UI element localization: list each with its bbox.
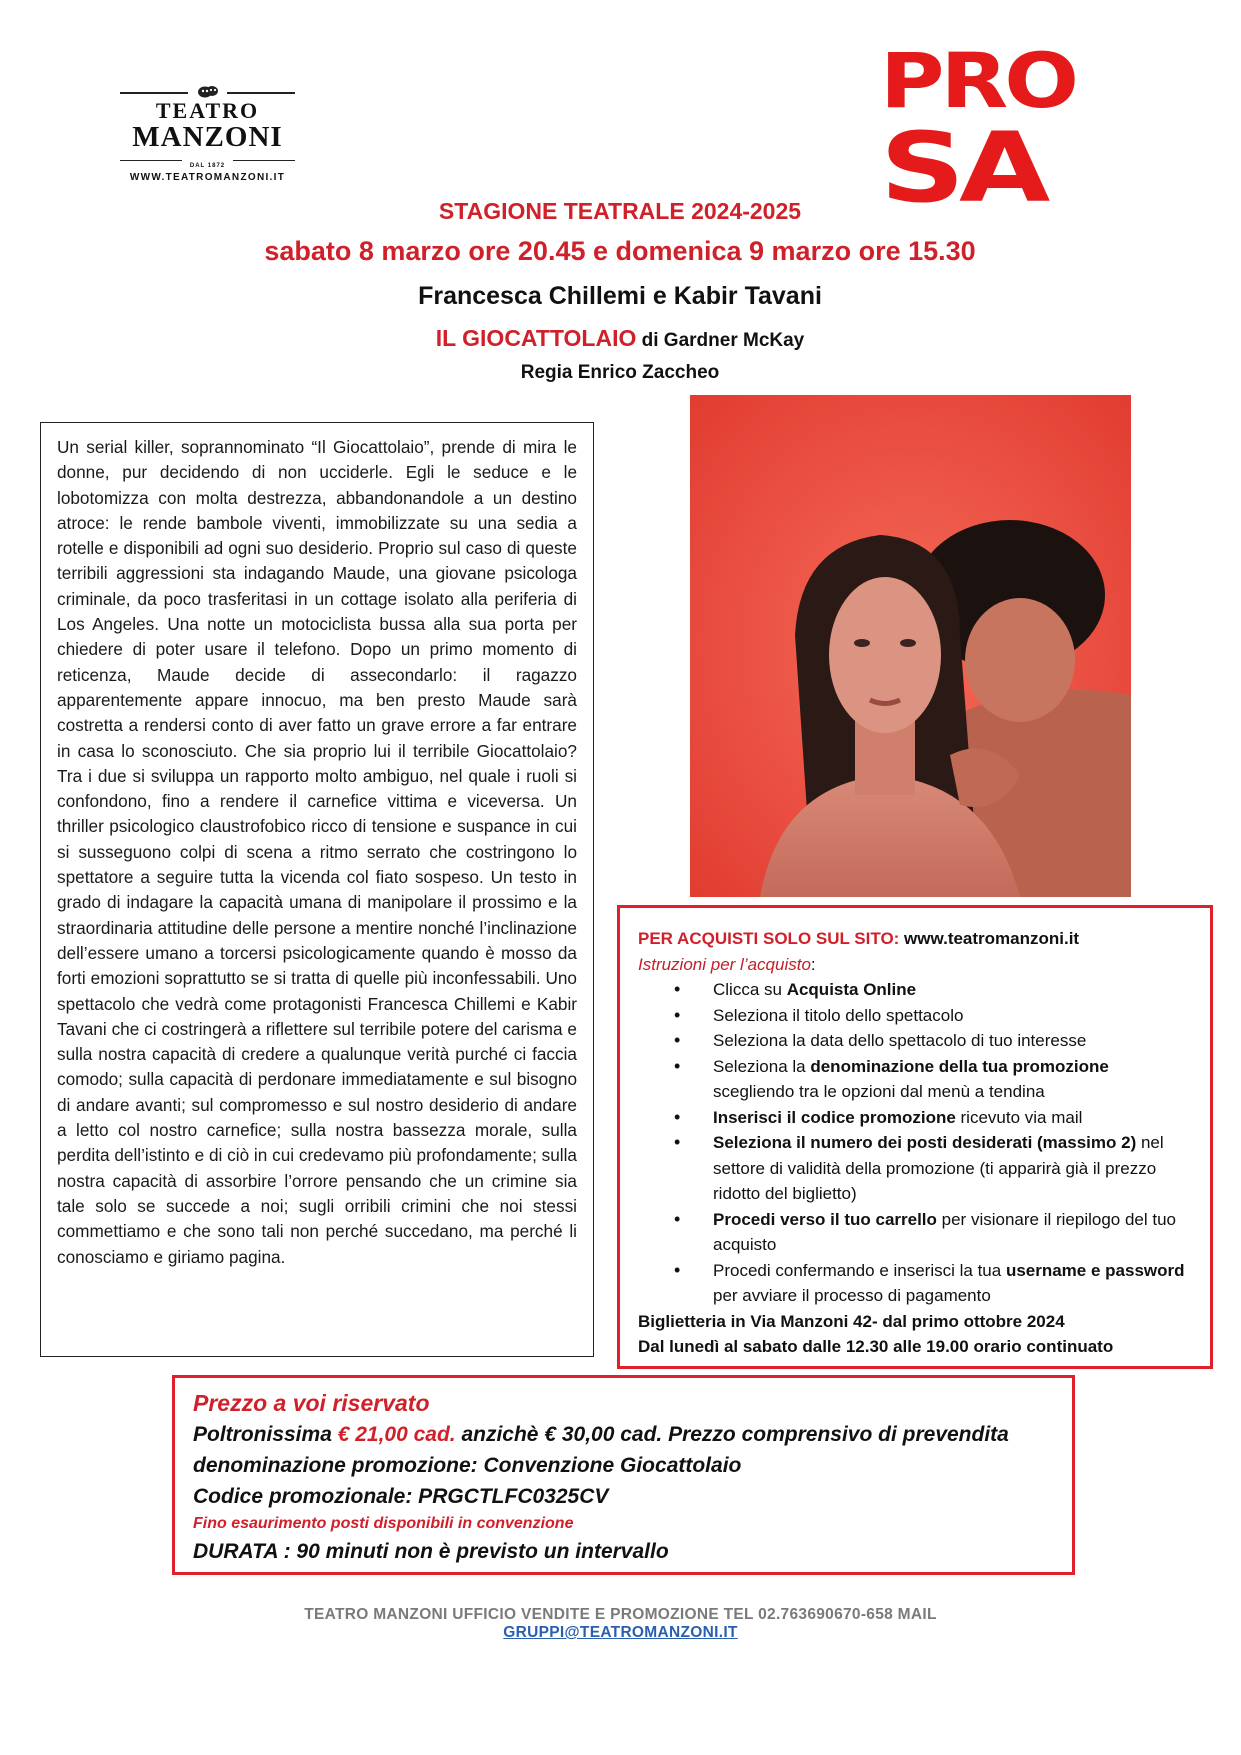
show-duration: DURATA : 90 minuti non è previsto un intervallo <box>193 1540 669 1563</box>
prosa-logo-bottom: SA <box>880 110 1045 224</box>
list-item <box>638 1105 1194 1131</box>
synopsis-box: Un serial killer, soprannominato “Il Giocattolaio”, prende di mira le donne, pur decidendo di non ucciderle. Egli le seduce e le lobotomizza con molta destrezza, abbandonandole a un destino atroce: le rende bambole viventi, immobilizzate su una sedia a rotelle e disponibili ad ogni suo desiderio. Proprio sul caso di queste terribili aggressioni sta indagando Maude, una giovane psicologa criminale, da poco trasferitasi in un cottage isolato alla periferia di Los Angeles. Una notte un motociclista bussa alla sua porta per chiedere di poter usare il telefono. Dopo un primo momento di reticenza, Maude decide di assecondarlo: il ragazzo apparentemente appare innocuo, ma ben presto Maude sarà costretta a rendersi conto di aver fatto un grave errore a far entrare in casa lo sconosciuto. Che sia proprio lui il terribile Giocattolaio? Tra i due si sviluppa un rapporto molto ambiguo, nel quale i ruoli si confondono, fino a rendere il carnefice vittima e viceversa. Un thriller psicologico claustrofobico ricco di tensione e suspance in cui si susseguono colpi di scena a ritmo serrato che costringono lo spettatore a seguire tutta la vicenda col fiato sospeso. Un testo in grado di indagare la capacità umana di manipolare il prossimo e la straordinaria attitudine delle persone a mentire nonché l’inclinazione dell’essere umano a torcersi psicologicamente quando è mosso da forti emozioni soprattutto se si tratta di quelle più inconfessabili. Uno spettacolo che vedrà come protagonisti Francesca Chillemi e Kabir Tavani che ci costringerà a riflettere sul terribile potere del carisma e sulla nostra capacità di credere a qualunque verità purché ci faccia comodo; sulla capacità di perdonare immediatamente e sul bisogno di andare avanti; sul compromesso e sul nostro desiderio di andare a letto col nostro carnefice; sulla nostra bassezza morale, sulla perdita dell’istinto e di ciò in cui credevamo più profondamente; sulla nostra capacità di assorbire l’orrore pensando che un crimine sia tale solo se succede a noi; sugli orribili crimini che noi stessi commettiamo e che sono tali non perché succedano, ma perché li conosciamo e giriamo pagina. <box>40 422 594 1357</box>
step-bold: Procedi verso il tuo carrello <box>713 1209 937 1229</box>
purchase-info-box <box>617 905 1213 1369</box>
theatre-mask-icon <box>196 85 220 98</box>
step-text: Clicca su <box>713 980 787 999</box>
price-line <box>193 1419 1054 1450</box>
purchase-heading-label: PER ACQUISTI SOLO SUL SITO: <box>638 929 900 948</box>
list-item <box>638 1130 1194 1207</box>
price-seat: Poltronissima <box>193 1423 338 1446</box>
box-office-hours: Dal lunedì al sabato dalle 12.30 alle 19.00 orario continuato <box>638 1337 1114 1356</box>
logo-since-rule <box>120 154 295 169</box>
purchase-heading <box>638 926 1194 952</box>
promotion-name: denominazione promozione: Convenzione Giocattolaio <box>193 1454 742 1477</box>
purchase-instructions-line <box>638 952 1194 978</box>
availability-note: Fino esaurimento posti disponibili in convenzione <box>193 1515 574 1532</box>
show-director: Regia Enrico Zaccheo <box>520 362 720 383</box>
promotion-code: Codice promozionale: PRGCTLFC0325CV <box>193 1485 609 1508</box>
show-photo-illustration <box>690 395 1131 897</box>
box-office-address: Biglietteria in Via Manzoni 42- dal primo ottobre 2024 <box>638 1311 1065 1331</box>
purchase-website-link[interactable]: www.teatromanzoni.it <box>899 929 1080 948</box>
footer-mail-link[interactable]: GRUPPI@TEATROMANZONI.IT <box>503 1624 738 1641</box>
step-text: Seleziona il titolo dello spettacolo <box>713 1005 964 1025</box>
show-author: di Gardner McKay <box>636 330 805 351</box>
step-text-after: ricevuto via mail <box>955 1107 1083 1127</box>
purchase-instructions-label: Istruzioni per l’acquisto <box>638 954 811 974</box>
step-bold: Inserisci il codice promozione <box>713 1107 956 1127</box>
show-title-line <box>120 325 1120 352</box>
step-bold: Seleziona il numero dei posti desiderati (massimo 2) <box>713 1133 1137 1152</box>
logo-website: WWW.TEATROMANZONI.IT <box>129 172 286 183</box>
list-item <box>638 1054 1194 1105</box>
step-text-after: nel settore di validità della promozione (ti apparirà già il prezzo ridotto del biglietto) <box>713 1133 1164 1203</box>
logo-line2: MANZONI <box>132 121 283 153</box>
show-photo <box>690 395 1131 897</box>
show-dates: sabato 8 marzo ore 20.45 e domenica 9 marzo ore 15.30 <box>264 236 976 266</box>
footer <box>0 1606 1241 1642</box>
step-text: Seleziona la data dello spettacolo di tuo interesse <box>713 1031 1087 1050</box>
logo-since: DAL 1872 <box>189 163 226 169</box>
step-bold: Acquista Online <box>786 980 917 999</box>
price-details: anzichè € 30,00 cad. Prezzo comprensivo di prevendita <box>455 1423 1009 1446</box>
purchase-instructions-colon: : <box>810 954 816 974</box>
step-text-after: scegliendo tra le opzioni dal menù a tendina <box>713 1082 1045 1101</box>
list-item <box>638 1207 1194 1258</box>
show-title: IL GIOCATTOLAIO <box>435 325 637 351</box>
logo-line1: TEATRO <box>155 98 260 123</box>
price-heading: Prezzo a voi riservato <box>193 1390 430 1416</box>
price-value: € 21,00 cad. <box>337 1423 456 1446</box>
list-item <box>638 1028 1194 1054</box>
season-title: STAGIONE TEATRALE 2024-2025 <box>438 198 802 224</box>
show-actors: Francesca Chillemi e Kabir Tavani <box>418 282 822 310</box>
reserved-price-box <box>172 1375 1075 1575</box>
logo-top-rule <box>120 84 295 100</box>
step-bold: username e password <box>1005 1260 1185 1280</box>
list-item <box>638 1258 1194 1309</box>
list-item <box>638 1003 1194 1029</box>
step-text: Seleziona la <box>713 1056 811 1076</box>
step-bold: denominazione della tua promozione <box>810 1056 1109 1076</box>
step-text-after: per avviare il processo di pagamento <box>713 1286 991 1305</box>
list-item <box>638 977 1194 1003</box>
step-text: Procedi confermando e inserisci la tua <box>713 1260 1006 1280</box>
teatro-manzoni-logo <box>120 84 295 194</box>
footer-contact: TEATRO MANZONI UFFICIO VENDITE E PROMOZIONE TEL 02.763690670-658 MAIL <box>304 1606 937 1623</box>
purchase-steps-list <box>638 977 1194 1309</box>
step-text-after: per visionare il riepilogo del tuo acquisto <box>713 1209 1177 1254</box>
prosa-logo-top: PRO <box>880 36 1076 125</box>
